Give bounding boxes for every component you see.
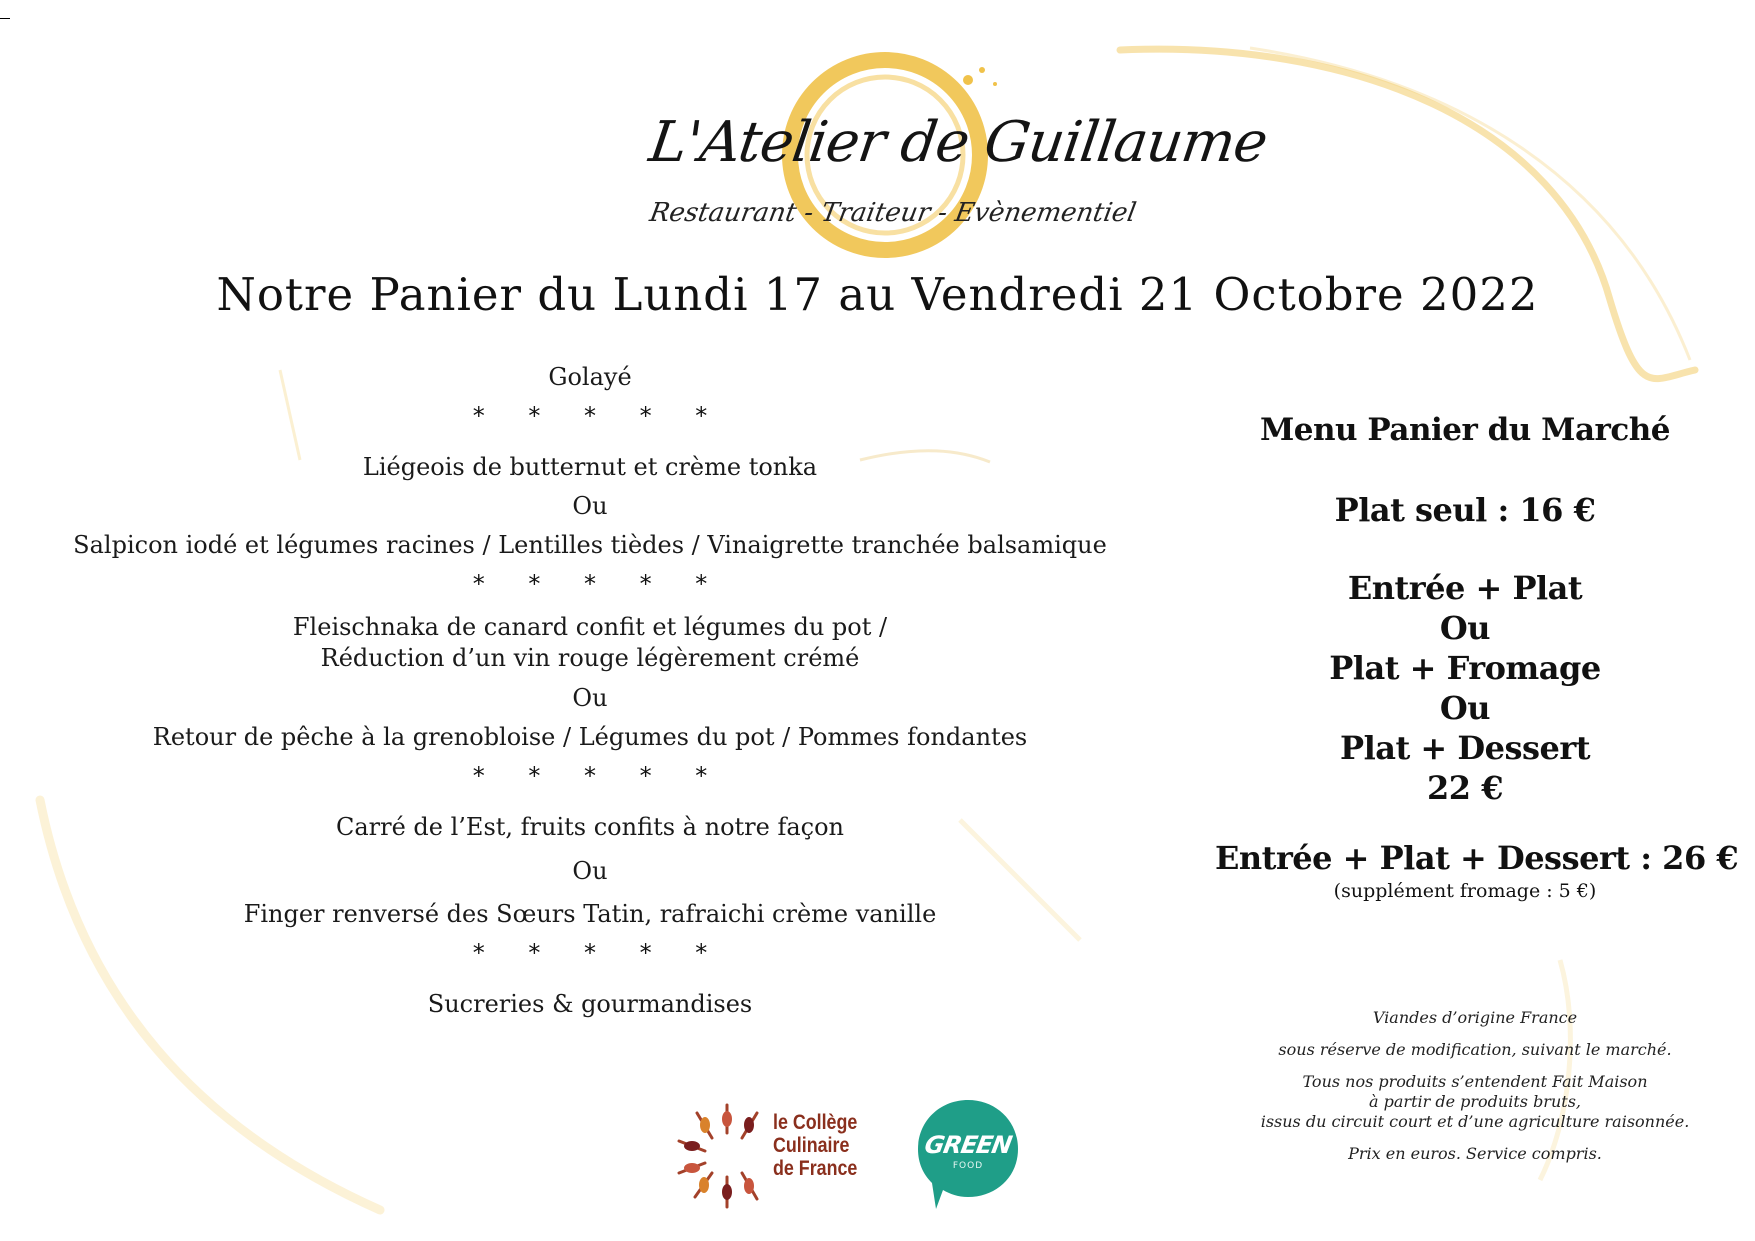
note-homemade-2: à partir de produits bruts,	[1369, 1092, 1581, 1111]
college-line3: de France	[773, 1157, 858, 1180]
menu-plat-1-line2: Réduction d’un vin rouge légèrement crémé	[320, 644, 860, 672]
college-line1: le Collège	[773, 1111, 858, 1134]
note-reserve: sous réserve de modification, suivant le marché.	[1278, 1040, 1672, 1059]
menu-entree-2: Salpicon iodé et légumes racines / Lentilles tièdes / Vinaigrette tranchée balsamique	[73, 531, 1107, 559]
restaurant-logo	[645, 40, 1271, 290]
page-title: Notre Panier du Lundi 17 au Vendredi 21 Octobre 2022	[216, 268, 1539, 321]
green-food-logo	[918, 1097, 1023, 1212]
menu-separator: * * * * *	[472, 402, 726, 430]
pricing-combo-line3: Plat + Dessert	[1340, 729, 1590, 767]
menu-or: Ou	[572, 684, 608, 712]
pricing-heading: Menu Panier du Marché	[1259, 412, 1670, 448]
menu-plat-1-line1: Fleischnaka de canard confit et légumes du pot /	[292, 613, 888, 641]
pricing-full: Entrée + Plat + Dessert : 26 €	[1215, 839, 1739, 877]
menu-notes	[1235, 1008, 1715, 1164]
pricing-panel	[1215, 410, 1739, 904]
logo-tagline: Restaurant - Traiteur - Evènementiel	[647, 198, 1139, 228]
green-food-title: GREEN	[922, 1131, 1014, 1159]
pricing-plat-seul: Plat seul : 16 €	[1334, 491, 1596, 529]
menu-plat-2: Retour de pêche à la grenobloise / Légumes du pot / Pommes fondantes	[152, 723, 1028, 751]
college-burst-icon	[675, 1095, 771, 1215]
menu-separator: * * * * *	[472, 570, 726, 598]
corner-mark	[0, 18, 10, 19]
menu-entree-1: Liégeois de butternut et crème tonka	[362, 453, 818, 481]
pricing-combo-or: Ou	[1439, 609, 1491, 647]
menu-separator: * * * * *	[472, 762, 726, 790]
pricing-combo-line2: Plat + Fromage	[1329, 649, 1601, 687]
college-text	[773, 1111, 857, 1180]
pricing-combo-price: 22 €	[1427, 769, 1503, 807]
college-culinaire-logo	[675, 1095, 890, 1215]
pricing-supplement: (supplément fromage : 5 €)	[1333, 880, 1597, 902]
college-line2: Culinaire	[773, 1134, 850, 1157]
menu-final: Sucreries & gourmandises	[427, 990, 753, 1018]
menu-dessert-2: Finger renversé des Sœurs Tatin, rafraichi crème vanille	[243, 900, 937, 928]
green-food-sub: FOOD	[952, 1161, 984, 1171]
pricing-combo-line1: Entrée + Plat	[1347, 569, 1583, 607]
logo-title: L'Atelier de Guillaume	[645, 110, 1271, 175]
note-homemade-1: Tous nos produits s’entendent Fait Maison	[1302, 1072, 1648, 1091]
menu-dessert-1: Carré de l’Est, fruits confits à notre façon	[335, 813, 845, 841]
note-homemade-3: issus du circuit court et d’une agriculture raisonnée.	[1260, 1112, 1690, 1131]
menu-or: Ou	[572, 492, 608, 520]
pricing-combo-or: Ou	[1439, 689, 1491, 727]
menu-list	[40, 360, 1140, 1021]
menu-separator: * * * * *	[472, 939, 726, 967]
note-prices: Prix en euros. Service compris.	[1348, 1144, 1602, 1163]
menu-or: Ou	[572, 857, 608, 885]
menu-amuse: Golayé	[548, 363, 632, 391]
note-origin: Viandes d’origine France	[1372, 1008, 1578, 1027]
